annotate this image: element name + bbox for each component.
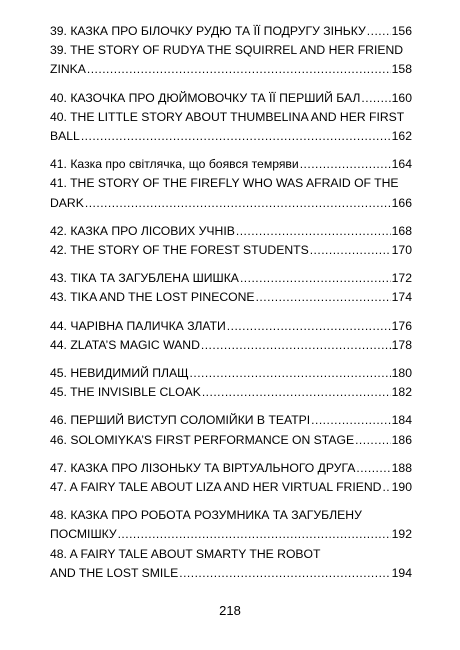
toc-page-number: 170: [391, 243, 412, 258]
toc-line: [50, 364, 412, 383]
toc-line: [50, 431, 412, 450]
toc-line: [50, 222, 412, 241]
dot-leader: [356, 459, 390, 478]
toc-entry: [50, 222, 412, 260]
dot-leader: [118, 525, 391, 544]
toc-line: [50, 89, 412, 108]
toc-title: 46. SOLOMIYKA’S FIRST PERFORMANCE ON STAGE: [50, 432, 355, 447]
dot-leader: [355, 431, 391, 450]
toc-title: 39. КАЗКА ПРО БІЛОЧКУ РУДЮ ТА ЇЇ ПОДРУГУ ЗІНЬКУ: [50, 24, 366, 38]
dot-leader: [300, 155, 391, 174]
dot-leader: [236, 222, 391, 241]
toc-page-number: 160: [391, 90, 412, 105]
dot-leader: [179, 564, 390, 583]
toc-page-number: 190: [391, 480, 412, 495]
dot-leader: [382, 478, 390, 497]
dot-leader: [81, 127, 391, 146]
toc-line: [50, 564, 412, 583]
dot-leader: [311, 411, 390, 430]
page-number: 218: [219, 603, 241, 618]
table-of-contents: [50, 22, 412, 592]
toc-entry: [50, 155, 412, 213]
toc-line: [50, 241, 412, 260]
toc-page-number: 188: [391, 460, 412, 475]
toc-entry: [50, 459, 412, 497]
toc-line: [50, 336, 412, 355]
toc-page-number: 172: [391, 271, 412, 286]
toc-page-number: 192: [391, 527, 412, 542]
toc-page-number: 174: [391, 290, 412, 305]
toc-line: [50, 108, 412, 127]
toc-line: [50, 525, 412, 544]
toc-title: 41. THE STORY OF THE FIREFLY WHO WAS AFRAID OF THE: [50, 176, 399, 191]
toc-title: 47. A FAIRY TALE ABOUT LIZA AND HER VIRTUAL FRIEND: [50, 480, 382, 495]
toc-title: 41. Казка про світлячка, що боявся темряви: [50, 157, 299, 172]
toc-line: [50, 194, 412, 213]
toc-title: 40. КАЗОЧКА ПРО ДЮЙМОВОЧКУ ТА ЇЇ ПЕРШИЙ БАЛ: [50, 90, 361, 105]
toc-line: [50, 22, 412, 41]
dot-leader: [240, 269, 391, 288]
toc-title: 44. ZLATA’S MAGIC WAND: [50, 337, 200, 352]
toc-page-number: 166: [391, 195, 412, 210]
toc-line: [50, 478, 412, 497]
toc-entry: [50, 89, 412, 147]
toc-line: [50, 155, 412, 174]
toc-title: 47. КАЗКА ПРО ЛІЗОНЬКУ ТА ВІРТУАЛЬНОГО ДРУГА: [50, 460, 356, 475]
toc-page-number: 158: [391, 62, 412, 77]
toc-page-number: 168: [391, 223, 412, 238]
toc-title: 42. КАЗКА ПРО ЛІСОВИХ УЧНІВ: [50, 223, 235, 238]
toc-line: [50, 317, 412, 336]
toc-line: [50, 174, 412, 193]
dot-leader: [227, 317, 391, 336]
toc-page-number: 178: [391, 337, 412, 352]
toc-page-number: 176: [391, 318, 412, 333]
toc-title: 46. ПЕРШИЙ ВИСТУП СОЛОМІЙКИ В ТЕАТРІ: [50, 413, 311, 428]
toc-title: 45. НЕВИДИМИЙ ПЛАЩ: [50, 366, 189, 381]
toc-page-number: 186: [391, 432, 412, 447]
toc-title: 43. TIKA AND THE LOST PINECONE: [50, 290, 255, 305]
dot-leader: [310, 241, 391, 260]
toc-title: 48. A FAIRY TALE ABOUT SMARTY THE ROBOT: [50, 546, 321, 561]
dot-leader: [256, 288, 391, 307]
toc-line: [50, 269, 412, 288]
toc-page-number: 162: [391, 129, 412, 144]
toc-title: 44. ЧАРІВНА ПАЛИЧКА ЗЛАТИ: [50, 318, 226, 333]
dot-leader: [367, 22, 391, 41]
toc-page-number: 184: [391, 413, 412, 428]
dot-leader: [361, 89, 390, 108]
toc-entry: [50, 411, 412, 449]
dot-leader: [201, 336, 391, 355]
toc-page-number: 156: [391, 24, 412, 38]
toc-entry: [50, 269, 412, 307]
dot-leader: [87, 60, 391, 79]
toc-title: 42. THE STORY OF THE FOREST STUDENTS: [50, 243, 309, 258]
toc-page-number: 164: [391, 157, 412, 172]
toc-line: [50, 41, 412, 60]
toc-line: [50, 459, 412, 478]
toc-page-number: 182: [391, 385, 412, 400]
toc-line: [50, 411, 412, 430]
toc-title: 40. THE LITTLE STORY ABOUT THUMBELINA AND HER FIRST: [50, 109, 405, 124]
toc-entry: [50, 22, 412, 80]
toc-title: ПОСМІШКУ: [50, 527, 117, 542]
toc-line: [50, 545, 412, 564]
toc-title: 45. THE INVISIBLE CLOAK: [50, 385, 201, 400]
toc-entry: [50, 364, 412, 402]
toc-line: [50, 383, 412, 402]
toc-title: BALL: [50, 129, 80, 144]
toc-page-number: 180: [391, 366, 412, 381]
toc-title: 48. КАЗКА ПРО РОБОТА РОЗУМНИКА ТА ЗАГУБЛЕНУ: [50, 508, 362, 523]
toc-line: [50, 506, 412, 525]
toc-title: 43. ТІКА ТА ЗАГУБЛЕНА ШИШКА: [50, 271, 239, 286]
toc-title: AND THE LOST SMILE: [50, 565, 179, 580]
toc-line: [50, 60, 412, 79]
toc-entry: [50, 506, 412, 583]
toc-title: 39. THE STORY OF RUDYA THE SQUIRREL AND HER FRIEND: [50, 43, 404, 58]
toc-line: [50, 288, 412, 307]
toc-title: ZINKA: [50, 62, 86, 77]
toc-line: [50, 127, 412, 146]
toc-entry: [50, 317, 412, 355]
dot-leader: [85, 194, 391, 213]
toc-title: DARK: [50, 195, 84, 210]
dot-leader: [202, 383, 391, 402]
toc-page-number: 194: [391, 565, 412, 580]
dot-leader: [190, 364, 391, 383]
